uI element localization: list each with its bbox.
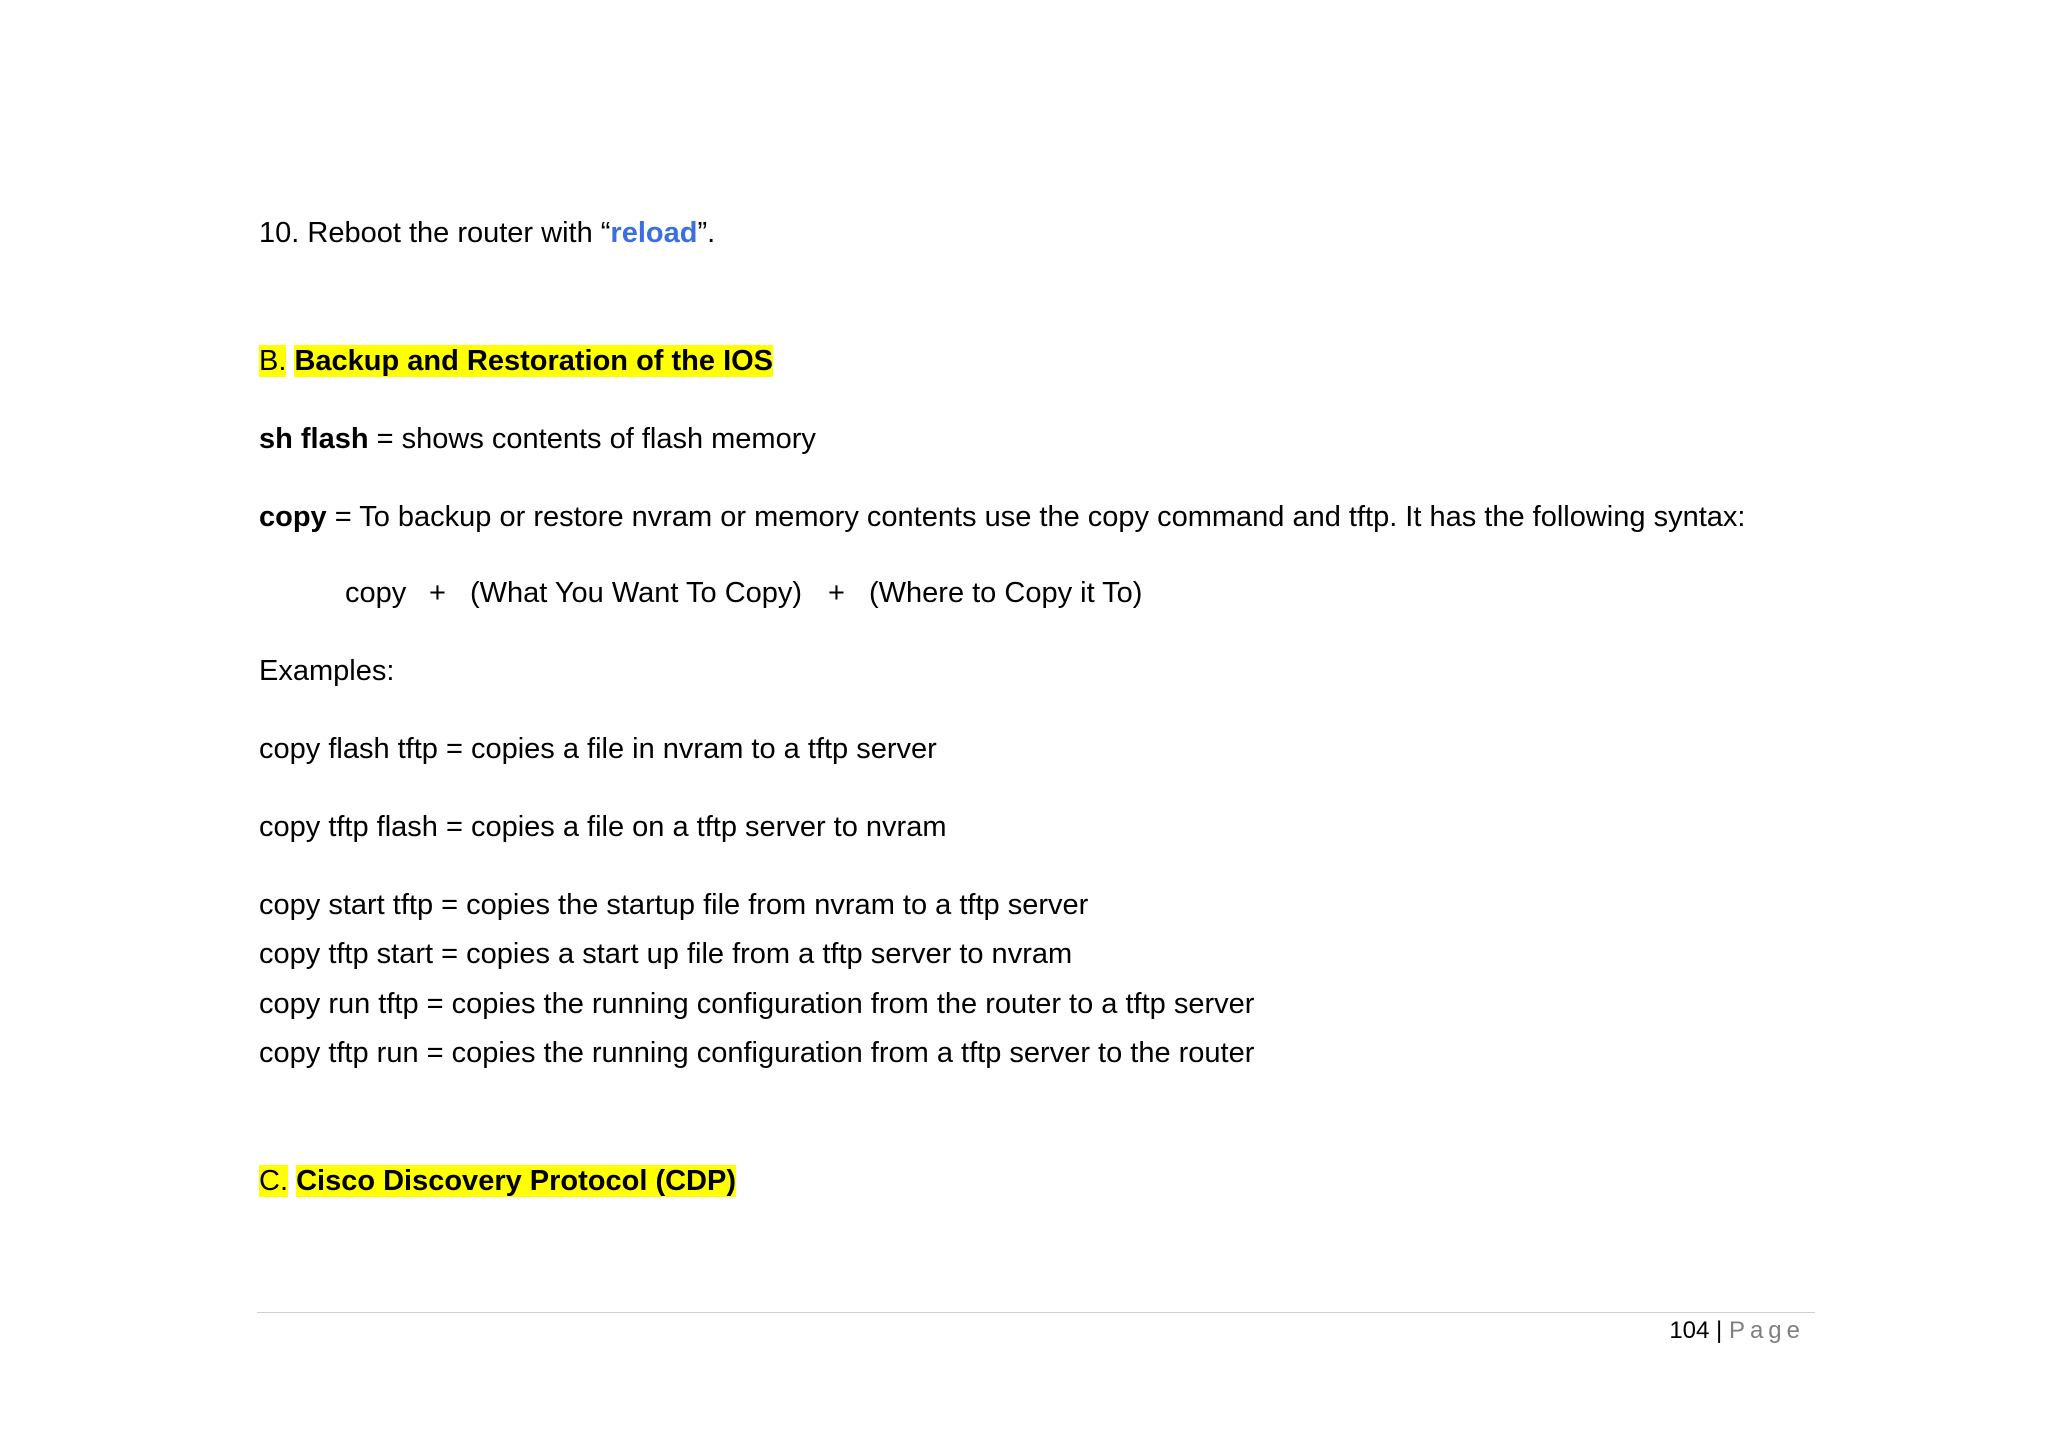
section-b-heading — [259, 343, 773, 379]
example-item: copy run tftp = copies the running configuration from the router to a tftp server — [259, 988, 1255, 1020]
example-item: copy tftp run = copies the running configuration from a tftp server to the router — [259, 1037, 1255, 1069]
section-c-letter: C. — [259, 1165, 288, 1197]
example-item: copy tftp flash = copies a file on a tftp server to nvram — [259, 811, 947, 843]
sh-flash-desc: = shows contents of flash memory — [368, 423, 816, 455]
example-item: copy flash tftp = copies a file in nvram to a tftp server — [259, 733, 937, 765]
copy-term: copy — [259, 501, 327, 533]
syntax-copy: copy — [345, 577, 407, 609]
step-10-suffix: ”. — [697, 217, 716, 249]
step-10-line — [259, 215, 715, 251]
page-number: 104 — [1669, 1317, 1710, 1344]
section-b-letter: B. — [259, 345, 287, 377]
example-item: copy start tftp = copies the startup file from nvram to a tftp server — [259, 889, 1089, 921]
footer-separator: | — [1716, 1317, 1723, 1344]
section-c-heading — [259, 1163, 736, 1199]
section-b-title: Backup and Restoration of the IOS — [294, 345, 774, 377]
sh-flash-definition — [259, 421, 816, 457]
page-label: Page — [1728, 1317, 1805, 1344]
step-10-prefix: 10. Reboot the router with “ — [259, 217, 611, 249]
sh-flash-term: sh flash — [259, 423, 369, 455]
copy-desc: = To backup or restore nvram or memory contents use the copy command and tftp. It has the following syntax: — [326, 501, 1746, 533]
syntax-plus-1: + — [429, 577, 446, 609]
syntax-what: (What You Want To Copy) — [470, 577, 803, 609]
section-c-title: Cisco Discovery Protocol (CDP) — [296, 1165, 737, 1197]
reload-command: reload — [610, 217, 698, 249]
footer-divider — [257, 1312, 1815, 1313]
syntax-plus-2: + — [828, 577, 845, 609]
examples-label: Examples: — [259, 655, 395, 687]
example-item: copy tftp start = copies a start up file from a tftp server to nvram — [259, 938, 1073, 970]
syntax-where: (Where to Copy it To) — [869, 577, 1143, 609]
page-footer — [1669, 1316, 1805, 1346]
copy-definition — [259, 499, 1745, 535]
